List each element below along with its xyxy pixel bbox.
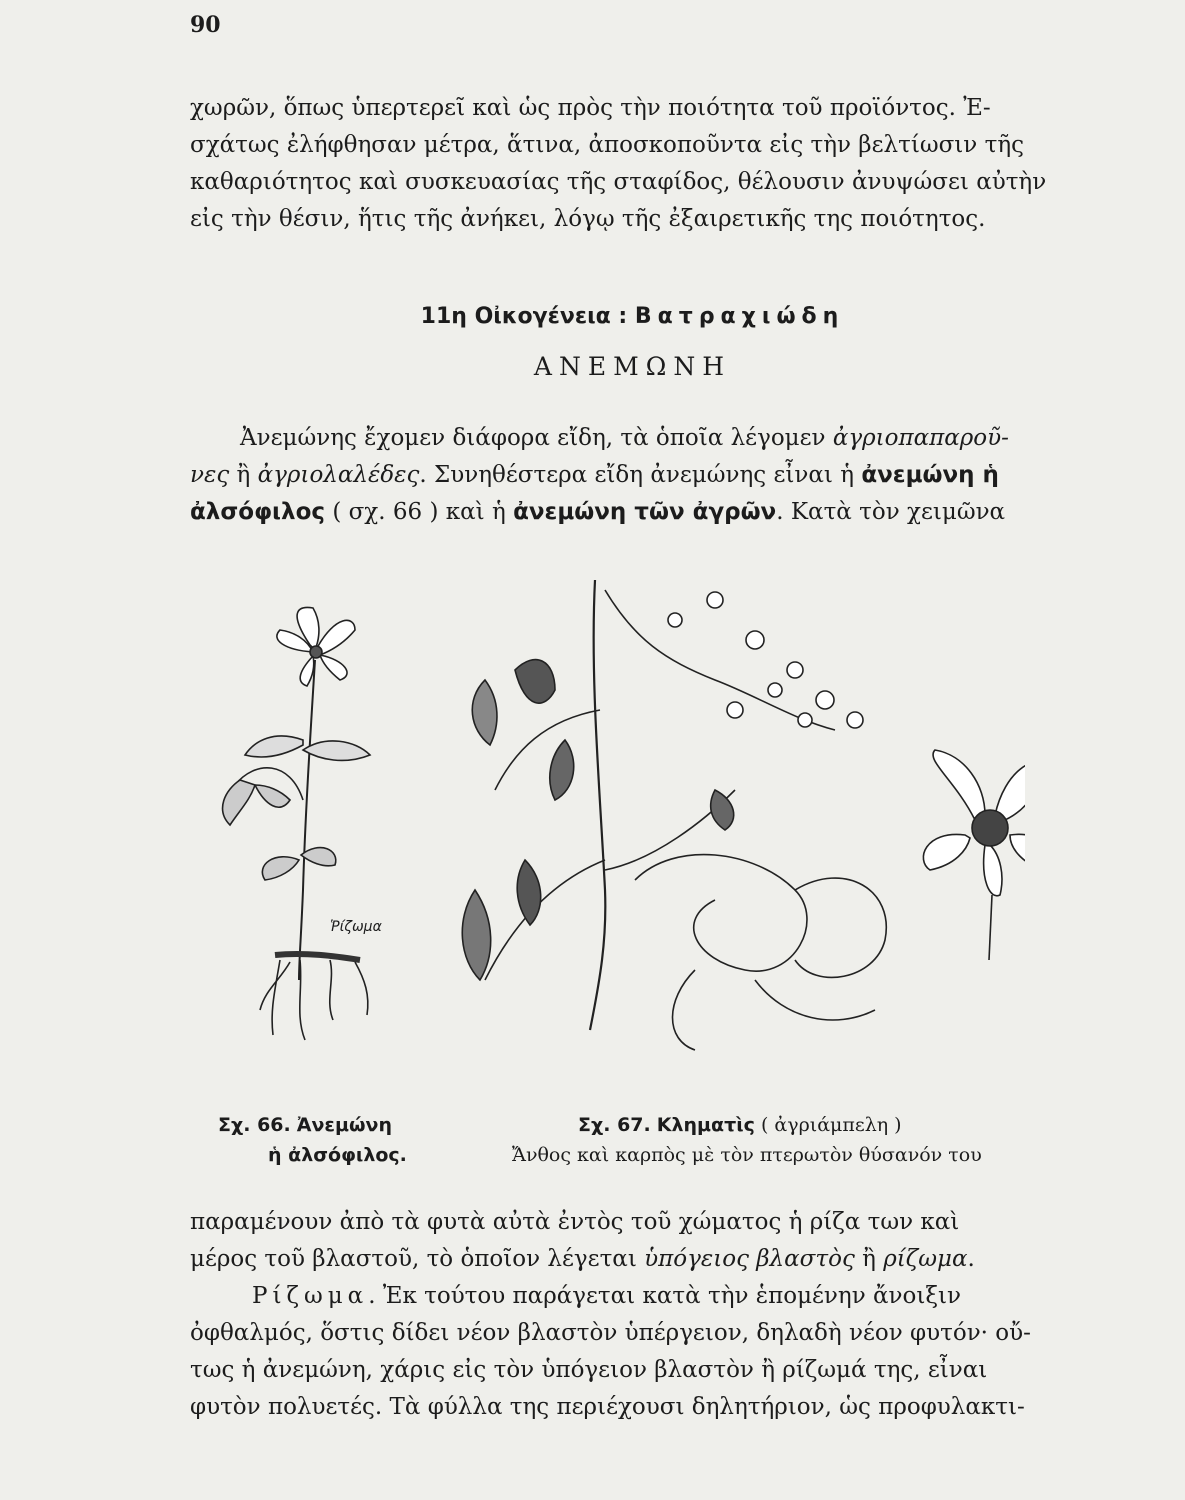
text-line: καθαριότητος καὶ συσκευασίας τῆς σταφίδος, θέλουσιν ἀνυψώσει αὐτὴν xyxy=(190,169,1047,195)
caption-fig-67 xyxy=(512,1110,982,1170)
caption-67-line1: Σχ. 67. Κληματὶς ( ἀγριάμπελη ) xyxy=(578,1114,902,1136)
text-line: νες ἢ ἀγριολαλέδες. Συνηθέστερα εἴδη ἀνεμώνης εἶναι ἡ ἀνεμώνη ἡ xyxy=(190,462,999,488)
text-line: σχάτως ἐλήφθησαν μέτρα, ἅτινα, ἀποσκοποῦντα εἰς τὴν βελτίωσιν τῆς xyxy=(190,132,1024,158)
text-line: παραμένουν ἀπὸ τὰ φυτὰ αὐτὰ ἐντὸς τοῦ χώματος ἡ ρίζα των καὶ xyxy=(190,1209,960,1235)
flower-detail-drawing xyxy=(923,750,1025,960)
page-number: 90 xyxy=(190,12,221,38)
caption-67-line2: Ἄνθος καὶ καρπὸς μὲ τὸν πτερωτὸν θύσανόν του xyxy=(512,1144,982,1166)
family-heading-name: Βατραχιώδη xyxy=(634,304,845,329)
botanical-illustrations xyxy=(195,560,1025,1100)
text-line: ἀλσόφιλος ( σχ. 66 ) καὶ ἡ ἀνεμώνη τῶν ἀγρῶν. Κατὰ τὸν χειμῶνα xyxy=(190,499,1006,525)
caption-66-line2: ἡ ἀλσόφιλος. xyxy=(268,1144,407,1166)
text-line: τως ἡ ἀνεμώνη, χάρις εἰς τὸν ὑπόγειον βλαστὸν ἢ ρίζωμά της, εἶναι xyxy=(190,1357,988,1383)
text-line: φυτὸν πολυετές. Τὰ φύλλα της περιέχουσι δηλητήριον, ὡς προφυλακτι- xyxy=(190,1394,1025,1420)
text-line: ὀφθαλμός, ὅστις δίδει νέον βλαστὸν ὑπέργειον, δηλαδὴ νέον φυτόν· οὔ- xyxy=(190,1320,1031,1346)
text-line: χωρῶν, ὅπως ὑπερτερεῖ καὶ ὡς πρὸς τὴν ποιότητα τοῦ προϊόντος. Ἐ- xyxy=(190,95,991,121)
text-line: Ρίζωμα. Ἐκ τούτου παράγεται κατὰ τὴν ἑπομένην ἄνοιξιν xyxy=(252,1283,962,1309)
anemone-drawing xyxy=(223,607,370,1040)
family-heading xyxy=(190,304,1075,329)
text-line: εἰς τὴν θέσιν, ἥτις τῆς ἀνήκει, λόγῳ τῆς ἐξαιρετικῆς της ποιότητος. xyxy=(190,206,986,232)
caption-66-line1: Σχ. 66. Ἀνεμώνη xyxy=(218,1114,392,1136)
intro-paragraph xyxy=(190,420,1075,531)
text-line: Ἀνεμώνης ἔχομεν διάφορα εἴδη, τὰ ὁποῖα λέγομεν ἀγριοπαπαροῦ- xyxy=(240,425,1009,451)
top-paragraph xyxy=(190,90,1075,238)
clematis-drawing xyxy=(462,580,886,1050)
plant-heading: ΑΝΕΜΩΝΗ xyxy=(533,352,732,381)
text-line: μέρος τοῦ βλαστοῦ, τὸ ὁποῖον λέγεται ὑπόγειος βλαστὸς ἢ ρίζωμα. xyxy=(190,1246,975,1272)
caption-fig-66 xyxy=(218,1110,407,1170)
bottom-paragraph xyxy=(190,1204,1075,1426)
family-heading-prefix: 11η Οἰκογένεια : xyxy=(420,304,635,329)
rhizome-label: Ῥίζωμα xyxy=(330,919,382,935)
